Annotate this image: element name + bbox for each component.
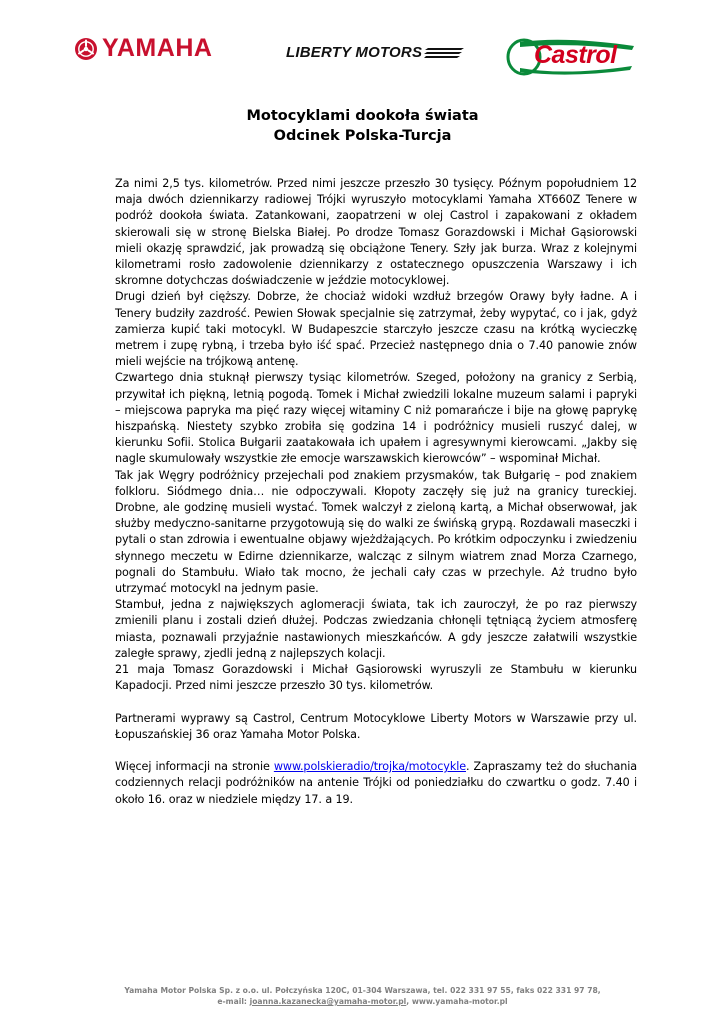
footer [0,985,725,1007]
more-info-after: . Zapraszamy też do słuchania codziennych relacji podróżników na antenie Trójki od poniedziałku do czwartku o godz. 7.40 i około 16. oraz w niedziele między 17. a 19. [115,760,637,806]
yamaha-logo [74,36,212,61]
liberty-motors-logo [286,45,464,60]
yamaha-wordmark: YAMAHA [102,34,213,62]
yamaha-tuning-fork-icon [74,37,98,61]
partners-paragraph: Partnerami wyprawy są Castrol, Centrum Motocyklowe Liberty Motors w Warszawie przy ul. Łopuszańskiej 36 oraz Yamaha Motor Polska. [115,711,637,741]
castrol-logo [506,38,638,76]
title-line-1: Motocyklami dookoła świata [246,108,479,124]
more-info-before: Więcej informacji na stronie [115,760,274,774]
radio-website-link[interactable]: www.polskieradio/trojka/motocykle [273,760,466,774]
footer-separator: , [406,997,412,1006]
more-info-paragraph [115,759,637,808]
paragraph-1: Za nimi 2,5 tys. kilometrów. Przed nimi jeszcze przeszło 30 tysięcy. Późnym popołudniem 12 maja dwóch dziennikarzy radiowej Trójki wyruszyło motocyklami Yamaha XT660Z Tenere w podróż dookoła świata. Zatankowani, zaopatrzeni w olej Castrol i zapakowani z okładem skierowali się w stronę Bielska Białej. Po drodze Tomasz Gorazdowski i Michał Gąsiorowski mieli okazję sprawdzić, jak prowadzą się obciążone Tenery. Szły jak burza. Wraz z kolejnymi kilometrami rosło zadowolenie dziennikarzy z ostatecznego opuszczenia Warszawy i ich skromne dotychczas doświadczenie w jeździe motocyklowej. [115,177,637,288]
speed-stripes-icon [424,46,464,60]
article-body [115,176,637,808]
paragraph-4: Tak jak Węgry podróżnicy przejechali pod znakiem przysmaków, tak Bułgarię – pod znakiem folkloru. Siódmego dnia… nie odpoczywali. Kłopoty zaczęły się już na granicy tureckiej. Drobne, ale godzinę musieli wystać. Tomek walczył z zieloną kartą, a Michał obserwował, jak służby medyczno-sanitarne przygotowują się do walki ze świńską grypą. Rozdawali maseczki i pytali o stan zdrowia i ewentualne objawy wjeżdżających. Po krótkim odpoczynku i zwiedzeniu słynnego meczetu w Edirne dziennikarze, walcząc z silnym wiatrem znad Morza Czarnego, pognali do Stambułu. Wiało tak mocno, że jechali cały czas w przechyle. Aż trudno było utrzymać motocykl na jednym pasie. [115,468,637,596]
paragraph-3: Czwartego dnia stuknął pierwszy tysiąc kilometrów. Szeged, położony na granicy z Serbią, przywitał ich piękną, letnią pogodą. Tomek i Michał zwiedzili lokalne muzeum salami i papryki – miejscowa papryka ma pięć razy więcej witaminy C niż pomarańcze i bije na głowę paprykę hiszpańską. Niestety szybko zrobiła się godzina 14 i podróżnicy musieli ruszyć dalej, w kierunku Sofii. Stolica Bułgarii zaatakowała ich upałem i agresywnymi kierowcami. „Jakby się nagle skumulowały wszystkie złe emocje warszawskich kierowców” – wspominał Michał. [115,371,637,466]
footer-email-link[interactable]: joanna.kazanecka@yamaha-motor.pl [249,997,407,1006]
document-title [0,106,725,146]
paragraph-6: 21 maja Tomasz Gorazdowski i Michał Gąsiorowski wyruszyli ze Stambułu w kierunku Kapadocji. Przed nimi jeszcze przeszło 30 tys. kilometrów. [115,663,637,693]
paragraph-2: Drugi dzień był cięższy. Dobrze, że chociaż widoki wzdłuż brzegów Orawy były ładne. A i Tenery budziły zazdrość. Pewien Słowak specjalnie się zatrzymał, żeby wypytać, co i jak, gdyż zamierza kupić taki motocykl. W Budapeszcie starczyło jeszcze czasu na krótką wycieczkę metrem i zupę rybną, i trzeba było iść spać. Przecież następnego dnia o 7.40 panowie znów mieli wejście na trójkową antenę. [115,290,637,369]
liberty-motors-wordmark: LIBERTY MOTORS [286,44,423,61]
castrol-wordmark: Castrol [534,41,617,69]
footer-email-prefix: e-mail: [217,997,250,1006]
paragraph-5: Stambuł, jedna z największych aglomeracji świata, tak ich zauroczył, że po raz pierwszy zmienili planu i zostali dzień dłużej. Podczas zwiedzania chłonęli tętniącą życiem atmosferę miasta, poznawali przyjaźnie nastawionych mieszkańców. A gdy jeszcze załatwili wszystkie zaległe sprawy, zjedli jedną z najlepszych kolacji. [115,598,637,660]
footer-website: www.yamaha-motor.pl [411,997,508,1006]
title-line-2: Odcinek Polska-Turcja [273,128,452,144]
header-logos [0,0,725,100]
footer-contact [0,996,725,1007]
footer-address: Yamaha Motor Polska Sp. z o.o. ul. Połczyńska 120C, 01-304 Warszawa, tel. 022 331 97 55, faks 022 331 97 78, [124,986,601,995]
